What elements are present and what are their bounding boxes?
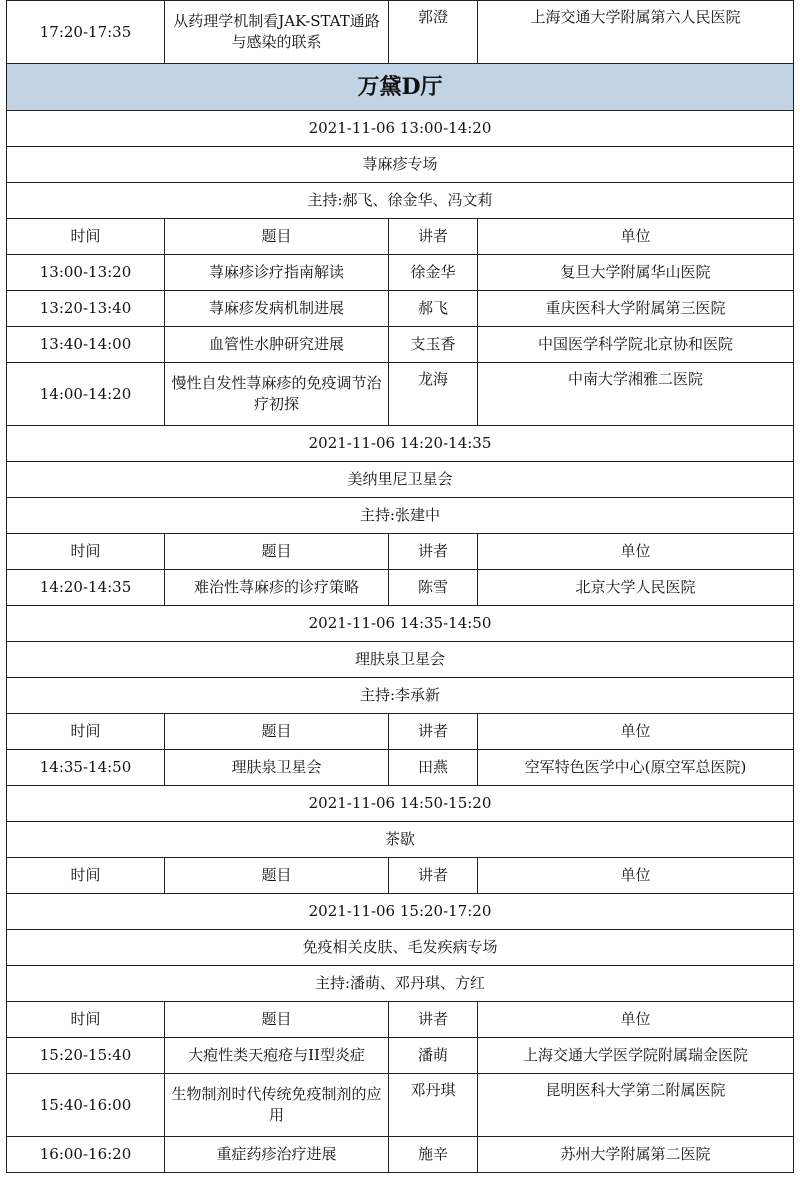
column-header-time: 时间 — [7, 219, 165, 255]
talk-time: 14:20-14:35 — [7, 570, 165, 606]
talk-topic: 难治性荨麻疹的诊疗策略 — [165, 570, 389, 606]
talk-unit: 中国医学科学院北京协和医院 — [478, 327, 794, 363]
session-datetime: 2021-11-06 14:50-15:20 — [7, 786, 794, 822]
talk-time: 13:40-14:00 — [7, 327, 165, 363]
session-name-row — [7, 147, 794, 183]
session-host: 主持:张建中 — [7, 498, 794, 534]
talk-unit: 上海交通大学医学院附属瑞金医院 — [478, 1038, 794, 1074]
talk-unit: 上海交通大学附属第六人民医院 — [478, 1, 794, 64]
talk-unit: 空军特色医学中心(原空军总医院) — [478, 750, 794, 786]
hall-title: 万黛D厅 — [7, 64, 794, 111]
column-header-topic: 题目 — [165, 858, 389, 894]
column-header-row — [7, 534, 794, 570]
table-row — [7, 363, 794, 426]
table-row — [7, 750, 794, 786]
talk-unit: 重庆医科大学附属第三医院 — [478, 291, 794, 327]
session-host-row — [7, 966, 794, 1002]
talk-speaker: 施辛 — [389, 1137, 478, 1173]
column-header-unit: 单位 — [478, 858, 794, 894]
session-host-row — [7, 498, 794, 534]
session-name: 荨麻疹专场 — [7, 147, 794, 183]
column-header-time: 时间 — [7, 858, 165, 894]
session-datetime-row — [7, 786, 794, 822]
talk-unit: 苏州大学附属第二医院 — [478, 1137, 794, 1173]
table-row — [7, 1, 794, 64]
talk-unit: 昆明医科大学第二附属医院 — [478, 1074, 794, 1137]
session-datetime-row — [7, 111, 794, 147]
talk-topic: 荨麻疹诊疗指南解读 — [165, 255, 389, 291]
column-header-row — [7, 1002, 794, 1038]
column-header-topic: 题目 — [165, 534, 389, 570]
session-datetime-row — [7, 426, 794, 462]
session-host-row — [7, 678, 794, 714]
session-name: 理肤泉卫星会 — [7, 642, 794, 678]
talk-topic: 生物制剂时代传统免疫制剂的应用 — [165, 1074, 389, 1137]
column-header-topic: 题目 — [165, 1002, 389, 1038]
column-header-time: 时间 — [7, 1002, 165, 1038]
talk-speaker: 邓丹琪 — [389, 1074, 478, 1137]
column-header-row — [7, 714, 794, 750]
talk-speaker: 徐金华 — [389, 255, 478, 291]
column-header-unit: 单位 — [478, 1002, 794, 1038]
session-name-row — [7, 642, 794, 678]
talk-speaker: 郝飞 — [389, 291, 478, 327]
session-datetime: 2021-11-06 13:00-14:20 — [7, 111, 794, 147]
talk-speaker: 潘萌 — [389, 1038, 478, 1074]
table-row — [7, 327, 794, 363]
column-header-row — [7, 219, 794, 255]
talk-unit: 中南大学湘雅二医院 — [478, 363, 794, 426]
session-host: 主持:潘萌、邓丹琪、方红 — [7, 966, 794, 1002]
table-row — [7, 570, 794, 606]
talk-time: 16:00-16:20 — [7, 1137, 165, 1173]
talk-unit: 北京大学人民医院 — [478, 570, 794, 606]
talk-time: 15:40-16:00 — [7, 1074, 165, 1137]
session-datetime-row — [7, 606, 794, 642]
talk-topic: 荨麻疹发病机制进展 — [165, 291, 389, 327]
talk-time: 13:00-13:20 — [7, 255, 165, 291]
column-header-topic: 题目 — [165, 219, 389, 255]
column-header-unit: 单位 — [478, 714, 794, 750]
talk-speaker: 陈雪 — [389, 570, 478, 606]
talk-topic: 从药理学机制看JAK-STAT通路与感染的联系 — [165, 1, 389, 64]
session-host: 主持:郝飞、徐金华、冯文莉 — [7, 183, 794, 219]
session-name: 免疫相关皮肤、毛发疾病专场 — [7, 930, 794, 966]
table-row — [7, 291, 794, 327]
talk-time: 15:20-15:40 — [7, 1038, 165, 1074]
talk-time: 14:35-14:50 — [7, 750, 165, 786]
table-row — [7, 1038, 794, 1074]
talk-speaker: 郭澄 — [389, 1, 478, 64]
session-host: 主持:李承新 — [7, 678, 794, 714]
talk-speaker: 龙海 — [389, 363, 478, 426]
column-header-speaker: 讲者 — [389, 858, 478, 894]
column-header-unit: 单位 — [478, 219, 794, 255]
talk-topic: 血管性水肿研究进展 — [165, 327, 389, 363]
talk-time: 13:20-13:40 — [7, 291, 165, 327]
talk-topic: 重症药疹治疗进展 — [165, 1137, 389, 1173]
talk-time: 17:20-17:35 — [7, 1, 165, 64]
column-header-speaker: 讲者 — [389, 1002, 478, 1038]
column-header-speaker: 讲者 — [389, 534, 478, 570]
session-name-row — [7, 462, 794, 498]
session-name: 茶歇 — [7, 822, 794, 858]
column-header-speaker: 讲者 — [389, 714, 478, 750]
session-datetime: 2021-11-06 14:35-14:50 — [7, 606, 794, 642]
column-header-speaker: 讲者 — [389, 219, 478, 255]
talk-speaker: 支玉香 — [389, 327, 478, 363]
column-header-time: 时间 — [7, 714, 165, 750]
hall-title-row — [7, 64, 794, 111]
table-row — [7, 1137, 794, 1173]
column-header-time: 时间 — [7, 534, 165, 570]
talk-speaker: 田燕 — [389, 750, 478, 786]
talk-unit: 复旦大学附属华山医院 — [478, 255, 794, 291]
schedule-table — [6, 0, 794, 1173]
session-name: 美纳里尼卫星会 — [7, 462, 794, 498]
session-host-row — [7, 183, 794, 219]
session-datetime: 2021-11-06 14:20-14:35 — [7, 426, 794, 462]
column-header-topic: 题目 — [165, 714, 389, 750]
session-name-row — [7, 822, 794, 858]
talk-topic: 慢性自发性荨麻疹的免疫调节治疗初探 — [165, 363, 389, 426]
talk-topic: 理肤泉卫星会 — [165, 750, 389, 786]
table-row — [7, 255, 794, 291]
talk-time: 14:00-14:20 — [7, 363, 165, 426]
column-header-row — [7, 858, 794, 894]
table-row — [7, 1074, 794, 1137]
talk-topic: 大疱性类天疱疮与II型炎症 — [165, 1038, 389, 1074]
session-name-row — [7, 930, 794, 966]
session-datetime-row — [7, 894, 794, 930]
column-header-unit: 单位 — [478, 534, 794, 570]
session-datetime: 2021-11-06 15:20-17:20 — [7, 894, 794, 930]
